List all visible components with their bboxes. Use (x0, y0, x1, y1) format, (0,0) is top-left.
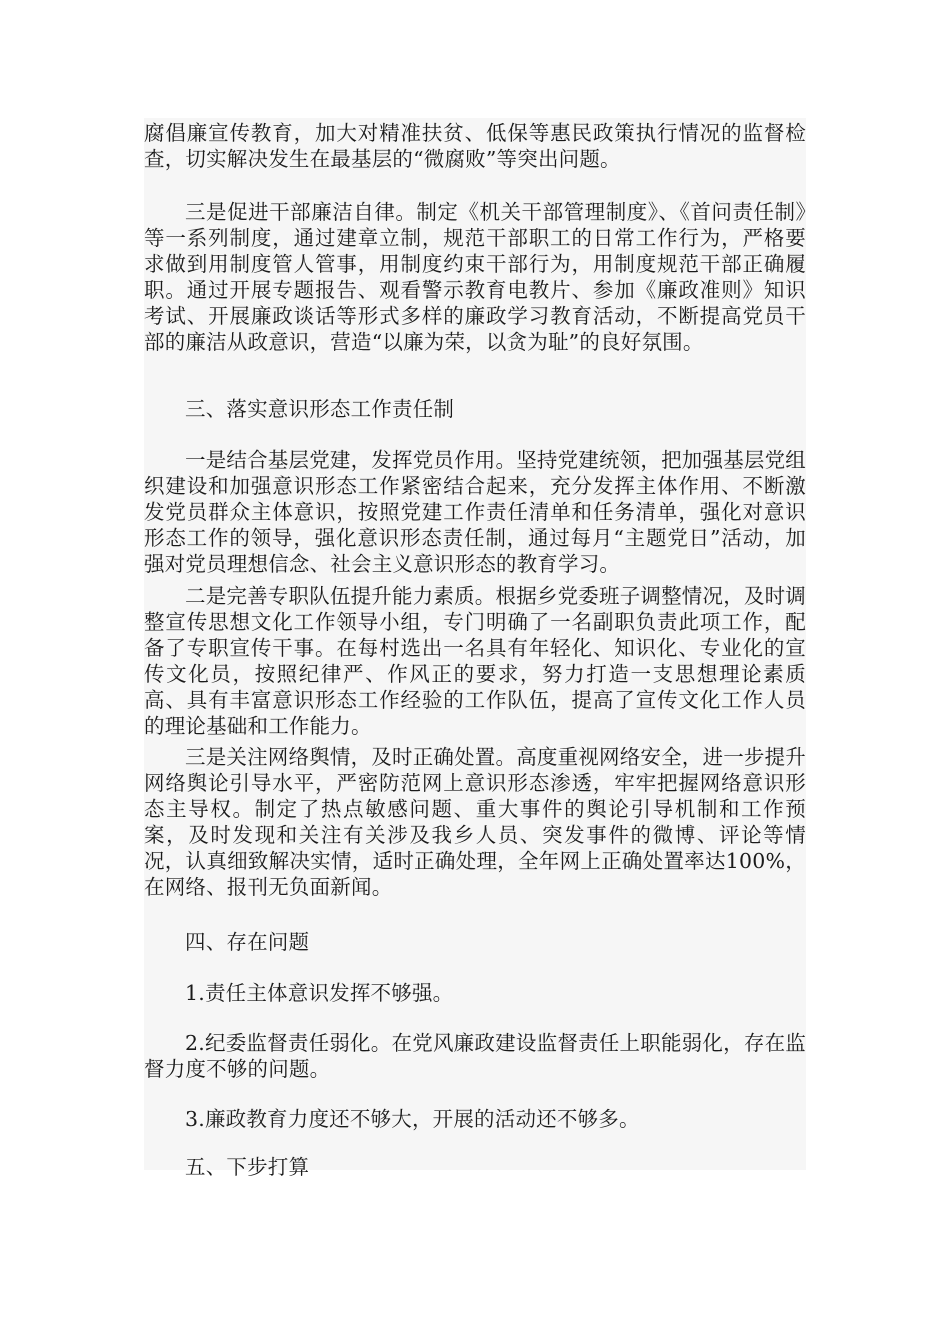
paragraph-cadre-self-discipline: 三是促进干部廉洁自律。制定《机关干部管理制度》、《首问责任制》等一系列制度，通过建章立制，规范干部职工的日常工作行为，严格要求做到用制度管人管事，用制度约束干部行为，用制度规范干部正确履职。通过开展专题报告、观看警示教育电教片、参加《廉政准则》知识考试、开展廉政谈话等形式多样的廉政学习教育活动，不断提高党员干部的廉洁从政意识，营造“以廉为荣，以贪为耻”的良好氛围。 (144, 200, 806, 354)
paragraph-continuation: 腐倡廉宣传教育，加大对精准扶贫、低保等惠民政策执行情况的监督检查，切实解决发生在最基层的“微腐败”等突出问题。 (144, 121, 806, 171)
document-body (144, 118, 806, 1179)
list-item-problem-2: 2.纪委监督责任弱化。在党风廉政建设监督责任上职能弱化，存在监督力度不够的问题。 (144, 1031, 806, 1081)
section-heading-next-steps: 五、下步打算 (185, 1155, 310, 1179)
list-item-problem-1: 1.责任主体意识发挥不够强。 (185, 981, 454, 1005)
paragraph-party-building: 一是结合基层党建，发挥党员作用。坚持党建统领，把加强基层党组织建设和加强意识形态工作紧密结合起来，充分发挥主体作用、不断激发党员群众主体意识，按照党建工作责任清单和任务清单，强化对意识形态工作的领导，强化意识形态责任制，通过每月“主题党日”活动，加强对党员理想信念、社会主义意识形态的教育学习。 (144, 448, 806, 576)
section-heading-existing-problems: 四、存在问题 (185, 930, 310, 954)
section-heading-ideology-responsibility: 三、落实意识形态工作责任制 (185, 397, 455, 421)
paragraph-dedicated-team: 二是完善专职队伍提升能力素质。根据乡党委班子调整情况，及时调整宣传思想文化工作领导小组，专门明确了一名副职负责此项工作，配备了专职宣传干事。在每村选出一名具有年轻化、知识化、专业化的宣传文化员，按照纪律严、作风正的要求，努力打造一支思想理论素质高、具有丰富意识形态工作经验的工作队伍，提高了宣传文化工作人员的理论基础和工作能力。 (144, 584, 806, 738)
paragraph-network-opinion: 三是关注网络舆情，及时正确处置。高度重视网络安全，进一步提升网络舆论引导水平，严密防范网上意识形态渗透，牢牢把握网络意识形态主导权。制定了热点敏感问题、重大事件的舆论引导机制和工作预案，及时发现和关注有关涉及我乡人员、突发事件的微博、评论等情况，认真细致解决实情，适时正确处理，全年网上正确处置率达100%，在网络、报刊无负面新闻。 (144, 745, 806, 899)
list-item-problem-3: 3.廉政教育力度还不够大，开展的活动还不够多。 (185, 1107, 640, 1131)
